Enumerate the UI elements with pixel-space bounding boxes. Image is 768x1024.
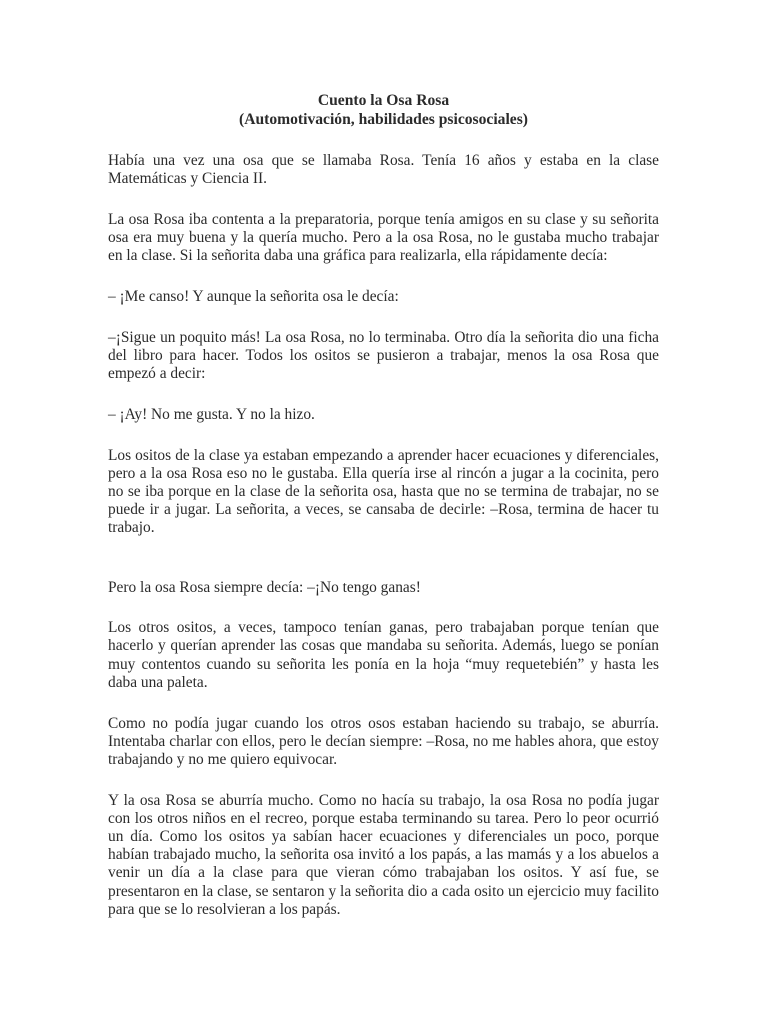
document-title: Cuento la Osa Rosa xyxy=(317,92,450,109)
paragraph: Los ositos de la clase ya estaban empezando a aprender hacer ecuaciones y diferenciales, pero a la osa Rosa eso no le gustaba. Ella quería irse al rincón a jugar a la cocinita, pero no se iba porque en la clase de la señorita osa, hasta que no se termina de trabajar, no se puede ir a jugar. La señorita, a veces, se cansaba de decirle: –Rosa, termina de hacer tu trabajo. xyxy=(108,446,659,537)
dialogue-line: – ¡Ay! No me gusta. Y no la hizo. xyxy=(108,405,315,423)
document-subtitle: (Automotivación, habilidades psicosociales) xyxy=(239,110,528,128)
paragraph: La osa Rosa iba contenta a la preparatoria, porque tenía amigos en su clase y su señorita osa era muy buena y la quería mucho. Pero a la osa Rosa, no le gustaba mucho trabajar en la clase. Si la señorita daba una gráfica para realizarla, ella rápidamente decía: xyxy=(108,210,659,265)
paragraph: Como no podía jugar cuando los otros osos estaban haciendo su trabajo, se aburría. Intentaba charlar con ellos, pero le decían siempre: –Rosa, no me hables ahora, que estoy trabajando y no me quiero equivocar. xyxy=(108,714,659,768)
paragraph: Y la osa Rosa se aburría mucho. Como no hacía su trabajo, la osa Rosa no podía jugar con los otros niños en el recreo, porque estaba terminando su tarea. Pero lo peor ocurrió un día. Como los ositos ya sabían hacer ecuaciones y diferenciales un poco, porque habían trabajado mucho, la señorita osa invitó a los papás, a las mamás y a los abuelos a venir un día a la clase para que vieran cómo trabajaban los ositos. Y así fue, se presentaron en la clase, se sentaron y la señorita dio a cada osito un ejercicio muy facilito para que se lo resolvieran a los papás. xyxy=(108,791,659,918)
dialogue-line: – ¡Me canso! Y aunque la señorita osa le decía: xyxy=(108,288,399,306)
paragraph: Había una vez una osa que se llamaba Rosa. Tenía 16 años y estaba en la clase Matemáticas y Ciencia II. xyxy=(108,152,659,188)
document-page xyxy=(108,92,659,942)
dialogue-line: –¡Sigue un poquito más! La osa Rosa, no lo terminaba. Otro día la señorita dio una ficha del libro para hacer. Todos los ositos se pusieron a trabajar, menos la osa Rosa que empezó a decir: xyxy=(108,328,659,383)
paragraph: Los otros ositos, a veces, tampoco tenían ganas, pero trabajaban porque tenían que hacerlo y querían aprender las cosas que mandaba su señorita. Además, luego se ponían muy contentos cuando su señorita les ponía en la hoja “muy requetebién” y hasta les daba una paleta. xyxy=(108,619,659,691)
dialogue-line: Pero la osa Rosa siempre decía: –¡No tengo ganas! xyxy=(108,578,421,596)
